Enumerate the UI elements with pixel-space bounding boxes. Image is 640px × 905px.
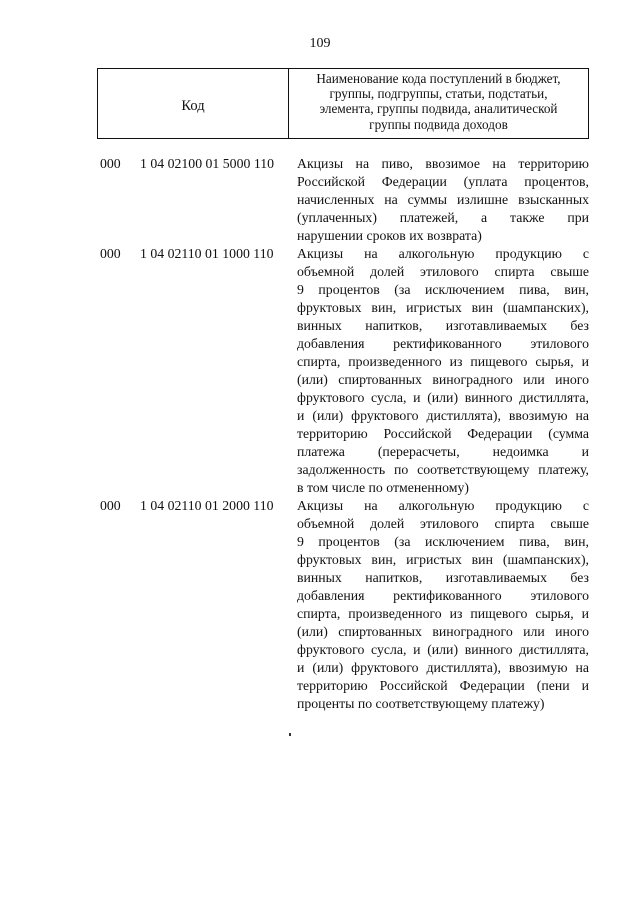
admin-code: 000 xyxy=(100,246,121,261)
description-line: объемной долей этилового спирта свыше xyxy=(297,516,589,531)
revenue-description xyxy=(297,245,589,497)
admin-code: 000 xyxy=(100,498,121,513)
table-body xyxy=(0,155,640,713)
header-code-label: Код xyxy=(181,98,205,114)
description-line: фруктового сусла, и (или) винного дистиллята, xyxy=(297,390,589,405)
revenue-description xyxy=(297,155,589,245)
revenue-code: 1 04 02110 01 1000 110 xyxy=(140,246,274,261)
description-line: добавления ректификованного этилового xyxy=(297,588,589,603)
description-line: объемной долей этилового спирта свыше xyxy=(297,264,589,279)
table-header xyxy=(97,68,589,139)
table-row xyxy=(0,497,640,713)
table-row xyxy=(0,155,640,245)
revenue-code: 1 04 02100 01 5000 110 xyxy=(140,156,275,171)
description-line: в том числе по отмененному) xyxy=(297,480,469,495)
description-line: (уплаченных) платежей, а также при xyxy=(297,210,589,225)
description-line: (или) спиртованных виноградного или иного xyxy=(297,372,589,387)
description-line: винных напитков, изготавливаемых без xyxy=(297,570,589,585)
description-line: 9 процентов (за исключением пива, вин, xyxy=(297,534,589,549)
description-line: Акцизы на алкогольную продукцию с xyxy=(297,498,589,513)
description-line: начисленных на суммы излишне взысканных xyxy=(297,192,589,207)
description-line: территорию Российской Федерации (сумма xyxy=(297,426,589,441)
revenue-description xyxy=(297,497,589,713)
scan-mark xyxy=(289,733,291,736)
description-line: территорию Российской Федерации (пени и xyxy=(297,678,589,693)
description-line: винных напитков, изготавливаемых без xyxy=(297,318,589,333)
description-line: задолженность по соответствующему платежу, xyxy=(297,462,589,477)
description-line: 9 процентов (за исключением пива, вин, xyxy=(297,282,589,297)
admin-code: 000 xyxy=(100,156,121,171)
revenue-code: 1 04 02110 01 2000 110 xyxy=(140,498,274,513)
header-code-cell xyxy=(98,69,289,138)
header-name-cell xyxy=(289,69,588,138)
description-line: и (или) фруктового дистиллята), ввозимую на xyxy=(297,660,589,675)
description-line: проценты по соответствующему платежу) xyxy=(297,696,545,711)
description-line: фруктового сусла, и (или) винного дистиллята, xyxy=(297,642,589,657)
description-line: добавления ректификованного этилового xyxy=(297,336,589,351)
description-line: Акцизы на алкогольную продукцию с xyxy=(297,246,589,261)
description-line: Акцизы на пиво, ввозимое на территорию xyxy=(297,156,589,171)
table-row xyxy=(0,245,640,497)
description-line: фруктовых вин, игристых вин (шампанских), xyxy=(297,552,589,567)
description-line: (или) спиртованных виноградного или иного xyxy=(297,624,589,639)
header-name-line: Наименование кода поступлений в бюджет, xyxy=(316,71,561,86)
description-line: фруктовых вин, игристых вин (шампанских), xyxy=(297,300,589,315)
description-line: спирта, произведенного из пищевого сырья, и xyxy=(297,606,589,621)
description-line: спирта, произведенного из пищевого сырья, и xyxy=(297,354,589,369)
description-line: и (или) фруктового дистиллята), ввозимую на xyxy=(297,408,589,423)
description-line: нарушении сроков их возврата) xyxy=(297,228,482,243)
header-name-line: группы подвида доходов xyxy=(369,116,508,132)
page-number: 109 xyxy=(309,36,331,51)
header-name-line: группы, подгруппы, статьи, подстатьи, xyxy=(329,86,548,102)
description-line: платежа (перерасчеты, недоимка и xyxy=(297,444,589,459)
header-name-line: элемента, группы подвида, аналитической xyxy=(319,101,558,117)
description-line: Российской Федерации (уплата процентов, xyxy=(297,174,589,189)
